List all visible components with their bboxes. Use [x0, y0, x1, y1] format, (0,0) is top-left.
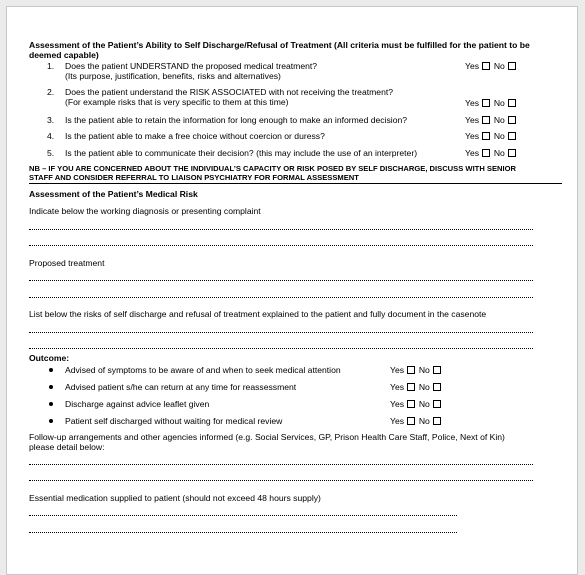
- capacity-heading-line1: Assessment of the Patient’s Ability to Self Discharge/Refusal of Treatment (All criteria must be fulfilled for the patient to be: [29, 40, 530, 50]
- risks-prompt: List below the risks of self discharge and refusal of treatment explained to the patient and fully document in the casenote: [29, 309, 487, 319]
- yes-checkbox[interactable]: [482, 132, 490, 140]
- no-label: No: [493, 148, 505, 158]
- question-subtext: (For example risks that is very specific to them at this time): [65, 97, 289, 107]
- question-text: Does the patient understand the RISK ASSOCIATED with not receiving the treatment?: [65, 87, 394, 97]
- yes-checkbox[interactable]: [407, 383, 415, 391]
- diagnosis-prompt: Indicate below the working diagnosis or presenting complaint: [29, 206, 261, 216]
- yes-checkbox[interactable]: [482, 62, 490, 70]
- no-label: No: [493, 98, 505, 108]
- section-divider: [29, 183, 562, 184]
- yes-no-group: [465, 148, 517, 158]
- form-page: [6, 6, 578, 575]
- yes-label: Yes: [465, 61, 480, 71]
- no-checkbox[interactable]: [508, 132, 516, 140]
- yes-checkbox[interactable]: [482, 116, 490, 124]
- outcome-heading: Outcome:: [29, 353, 70, 363]
- outcome-item: Patient self discharged without waiting for medical review: [65, 416, 283, 426]
- yes-label: Yes: [465, 98, 480, 108]
- no-label: No: [418, 382, 430, 392]
- yes-no-group: [390, 365, 442, 375]
- question-text: Is the patient able to communicate their decision? (this may include the use of an interpreter): [65, 148, 418, 158]
- yes-no-group: [390, 399, 442, 409]
- outcome-item: Discharge against advice leaflet given: [65, 399, 210, 409]
- medical-risk-heading: Assessment of the Patient’s Medical Risk: [29, 189, 198, 199]
- no-checkbox[interactable]: [508, 149, 516, 157]
- no-label: No: [493, 61, 505, 71]
- followup-prompt-line2: please detail below:: [29, 442, 105, 452]
- nb-notice-line1: NB – IF YOU ARE CONCERNED ABOUT THE INDIVIDUAL’S CAPACITY OR RISK POSED BY SELF DISCHARGE, DISCUSS WITH SENIOR: [29, 164, 517, 173]
- diagnosis-line[interactable]: [29, 229, 533, 230]
- question-number: 4.: [47, 131, 55, 141]
- yes-no-group: [465, 131, 517, 141]
- bullet-icon: [49, 419, 53, 423]
- yes-checkbox[interactable]: [407, 366, 415, 374]
- yes-label: Yes: [390, 382, 405, 392]
- medication-prompt: Essential medication supplied to patient (should not exceed 48 hours supply): [29, 493, 321, 503]
- no-checkbox[interactable]: [508, 62, 516, 70]
- bullet-icon: [49, 402, 53, 406]
- capacity-heading-line2: deemed capable): [29, 50, 99, 60]
- no-label: No: [493, 115, 505, 125]
- no-label: No: [418, 416, 430, 426]
- question-text: Is the patient able to retain the information for long enough to make an informed decision?: [65, 115, 408, 125]
- question-number: 3.: [47, 115, 55, 125]
- followup-line[interactable]: [29, 480, 533, 481]
- treatment-line[interactable]: [29, 280, 533, 281]
- yes-label: Yes: [465, 131, 480, 141]
- bullet-icon: [49, 368, 53, 372]
- no-label: No: [418, 365, 430, 375]
- yes-no-group: [465, 115, 517, 125]
- yes-no-group: [465, 98, 517, 108]
- question-number: 5.: [47, 148, 55, 158]
- yes-checkbox[interactable]: [407, 417, 415, 425]
- yes-checkbox[interactable]: [482, 149, 490, 157]
- risks-line[interactable]: [29, 348, 533, 349]
- no-checkbox[interactable]: [508, 116, 516, 124]
- no-checkbox[interactable]: [433, 417, 441, 425]
- bullet-icon: [49, 385, 53, 389]
- yes-label: Yes: [465, 148, 480, 158]
- medication-line[interactable]: [29, 532, 457, 533]
- medication-line[interactable]: [29, 515, 457, 516]
- question-number: 2.: [47, 87, 55, 97]
- followup-prompt-line1: Follow-up arrangements and other agencies informed (e.g. Social Services, GP, Prison Health Care Staff, Police, Next of Kin): [29, 432, 505, 442]
- followup-line[interactable]: [29, 464, 533, 465]
- yes-no-group: [390, 382, 442, 392]
- no-label: No: [418, 399, 430, 409]
- nb-notice-line2: STAFF AND CONSIDER REFERRAL TO LIAISON PSYCHIATRY FOR FORMAL ASSESSMENT: [29, 173, 359, 182]
- no-checkbox[interactable]: [508, 99, 516, 107]
- no-checkbox[interactable]: [433, 400, 441, 408]
- treatment-line[interactable]: [29, 297, 533, 298]
- no-checkbox[interactable]: [433, 383, 441, 391]
- outcome-item: Advised of symptoms to be aware of and when to seek medical attention: [65, 365, 341, 375]
- treatment-prompt: Proposed treatment: [29, 258, 105, 268]
- yes-no-group: [390, 416, 442, 426]
- no-label: No: [493, 131, 505, 141]
- question-text: Is the patient able to make a free choice without coercion or duress?: [65, 131, 325, 141]
- yes-no-group: [465, 61, 517, 71]
- outcome-item: Advised patient s/he can return at any time for reassessment: [65, 382, 297, 392]
- yes-label: Yes: [390, 365, 405, 375]
- question-number: 1.: [47, 61, 55, 71]
- yes-label: Yes: [465, 115, 480, 125]
- question-text: Does the patient UNDERSTAND the proposed medical treatment?: [65, 61, 318, 71]
- yes-checkbox[interactable]: [407, 400, 415, 408]
- risks-line[interactable]: [29, 332, 533, 333]
- question-subtext: (Its purpose, justification, benefits, risks and alternatives): [65, 71, 281, 81]
- no-checkbox[interactable]: [433, 366, 441, 374]
- diagnosis-line[interactable]: [29, 245, 533, 246]
- yes-label: Yes: [390, 399, 405, 409]
- yes-checkbox[interactable]: [482, 99, 490, 107]
- yes-label: Yes: [390, 416, 405, 426]
